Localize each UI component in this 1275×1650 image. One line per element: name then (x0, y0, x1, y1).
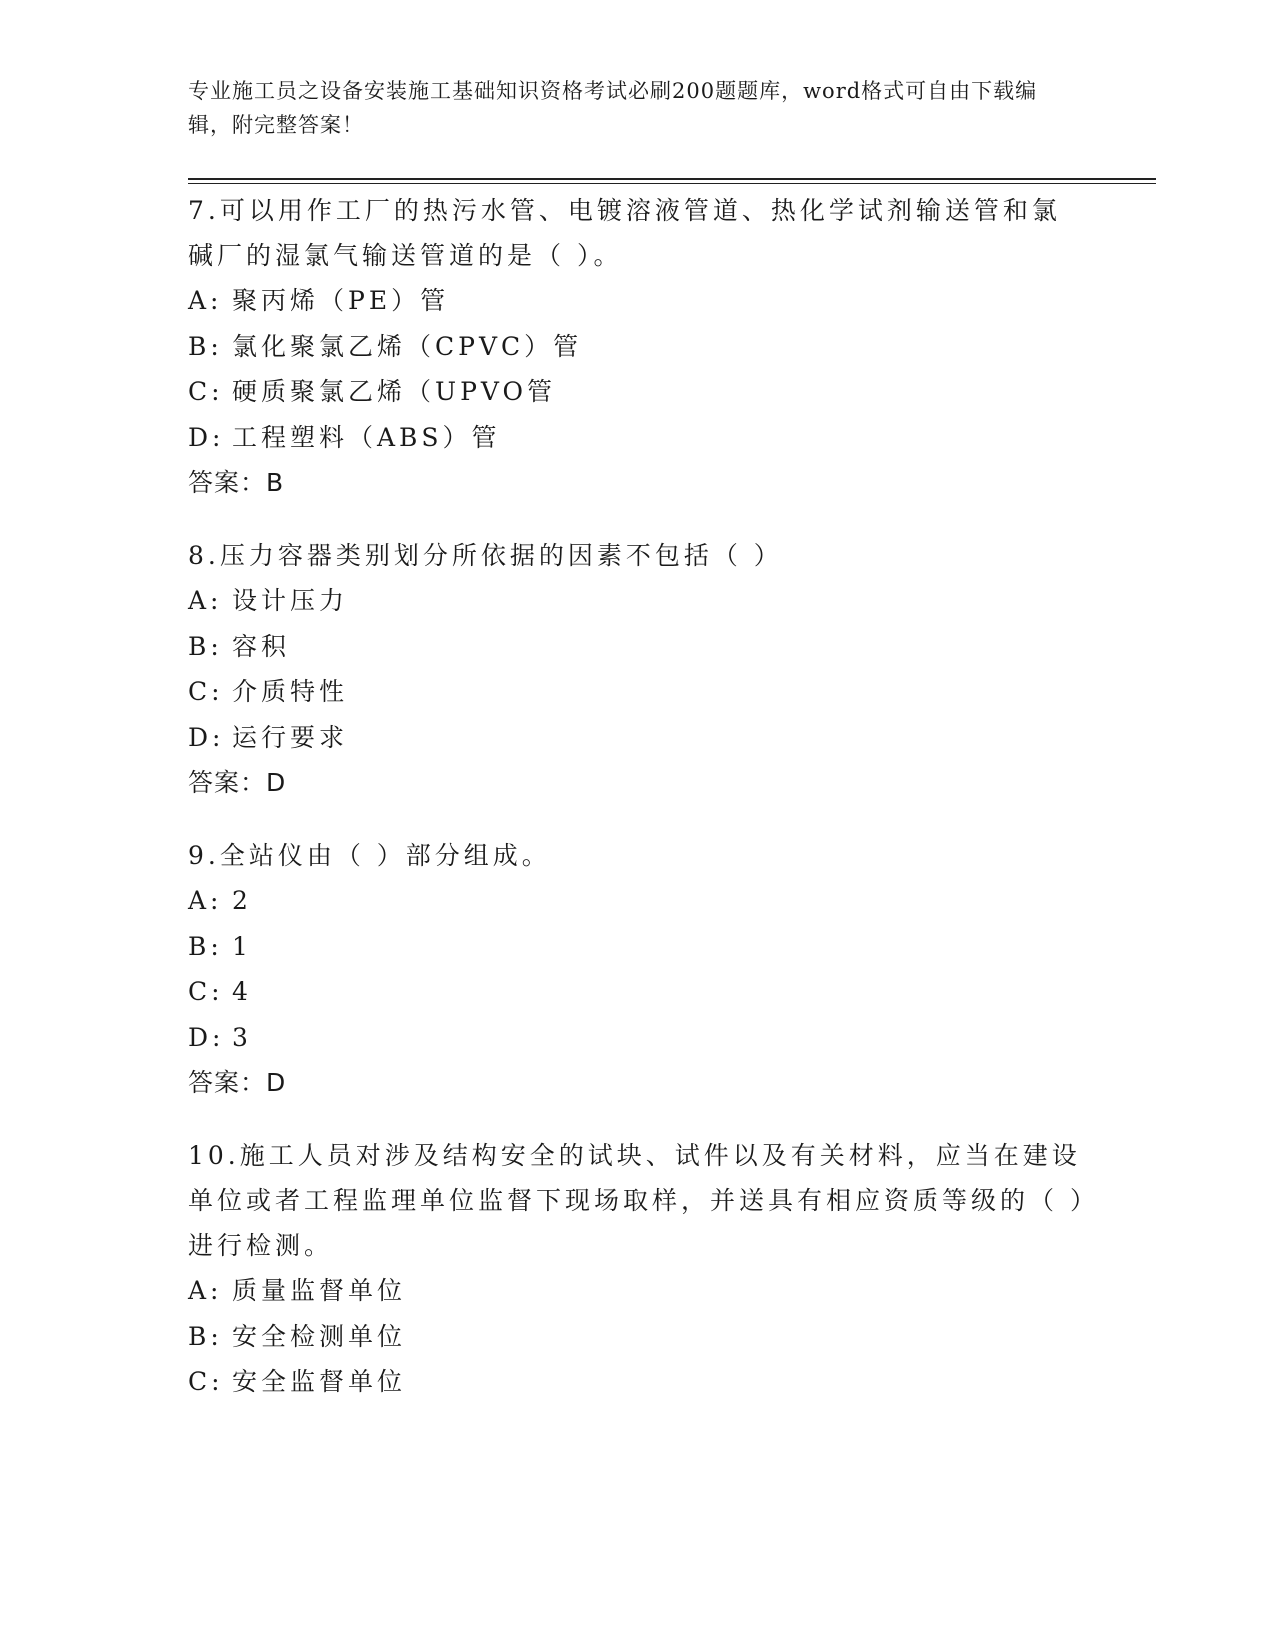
question-7 (188, 188, 1088, 505)
option-a (188, 578, 1088, 624)
option-text: 容积 (232, 631, 291, 661)
option-text: 3 (232, 1022, 252, 1052)
option-c (188, 969, 1088, 1015)
option-text: 2 (232, 886, 252, 915)
option-a (188, 878, 1088, 924)
option-key: A: (188, 286, 223, 315)
header-divider-thick (188, 178, 1156, 180)
option-text: 安全监督单位 (232, 1367, 407, 1396)
option-key: A: (188, 886, 223, 915)
option-d (188, 415, 1088, 461)
option-key: C: (188, 977, 224, 1006)
option-key: C: (188, 377, 224, 406)
option-b (188, 624, 1088, 670)
question-stem: 9.全站仪由（ ）部分组成。 (188, 841, 551, 870)
answer-line: 答案：D (188, 1068, 287, 1097)
option-text: 质量监督单位 (232, 1276, 407, 1305)
question-stem: 10.施工人员对涉及结构安全的试块、试件以及有关材料，应当在建设单位或者工程监理单位监督下现场取样，并送具有相应资质等级的（ ）进行检测。 (188, 1141, 1087, 1260)
option-a (188, 278, 1088, 324)
option-key: B: (188, 931, 223, 961)
answer-line: 答案：D (188, 768, 287, 797)
option-a (188, 1268, 1088, 1314)
option-text: 安全检测单位 (232, 1321, 407, 1351)
option-key: D: (188, 422, 225, 452)
document-header: 专业施工员之设备安装施工基础知识资格考试必刷200题题库，word格式可自由下载编辑，附完整答案！ (188, 79, 1038, 137)
option-key: C: (188, 677, 224, 706)
option-b (188, 324, 1088, 370)
option-d (188, 1015, 1088, 1061)
option-d (188, 715, 1088, 761)
option-c (188, 369, 1088, 415)
header-divider-thin (188, 183, 1156, 184)
question-stem: 8.压力容器类别划分所依据的因素不包括（ ） (188, 541, 783, 570)
option-key: B: (188, 631, 223, 661)
question-stem: 7.可以用作工厂的热污水管、电镀溶液管道、热化学试剂输送管和氯碱厂的湿氯气输送管道的是（ ）。 (188, 196, 1061, 270)
option-text: 运行要求 (232, 722, 349, 752)
option-key: D: (188, 1022, 225, 1052)
option-text: 1 (232, 931, 252, 961)
question-10 (188, 1133, 1088, 1405)
option-c (188, 1359, 1088, 1405)
question-8 (188, 533, 1088, 805)
option-b (188, 1314, 1088, 1360)
option-key: C: (188, 1367, 224, 1396)
option-key: A: (188, 586, 223, 615)
option-key: A: (188, 1276, 223, 1305)
option-text: 聚丙烯（PE）管 (232, 286, 450, 315)
option-b (188, 924, 1088, 970)
option-key: B: (188, 1321, 223, 1351)
option-text: 4 (232, 977, 252, 1006)
option-text: 工程塑料（ABS）管 (232, 422, 501, 452)
option-key: B: (188, 331, 223, 361)
option-key: D: (188, 722, 225, 752)
question-list (188, 188, 1088, 1433)
option-text: 设计压力 (232, 586, 349, 615)
answer-line: 答案：B (188, 468, 285, 497)
option-c (188, 669, 1088, 715)
option-text: 介质特性 (232, 677, 349, 706)
question-9 (188, 833, 1088, 1105)
option-text: 氯化聚氯乙烯（CPVC）管 (232, 331, 583, 361)
option-text: 硬质聚氯乙烯（UPVO管 (232, 377, 557, 406)
